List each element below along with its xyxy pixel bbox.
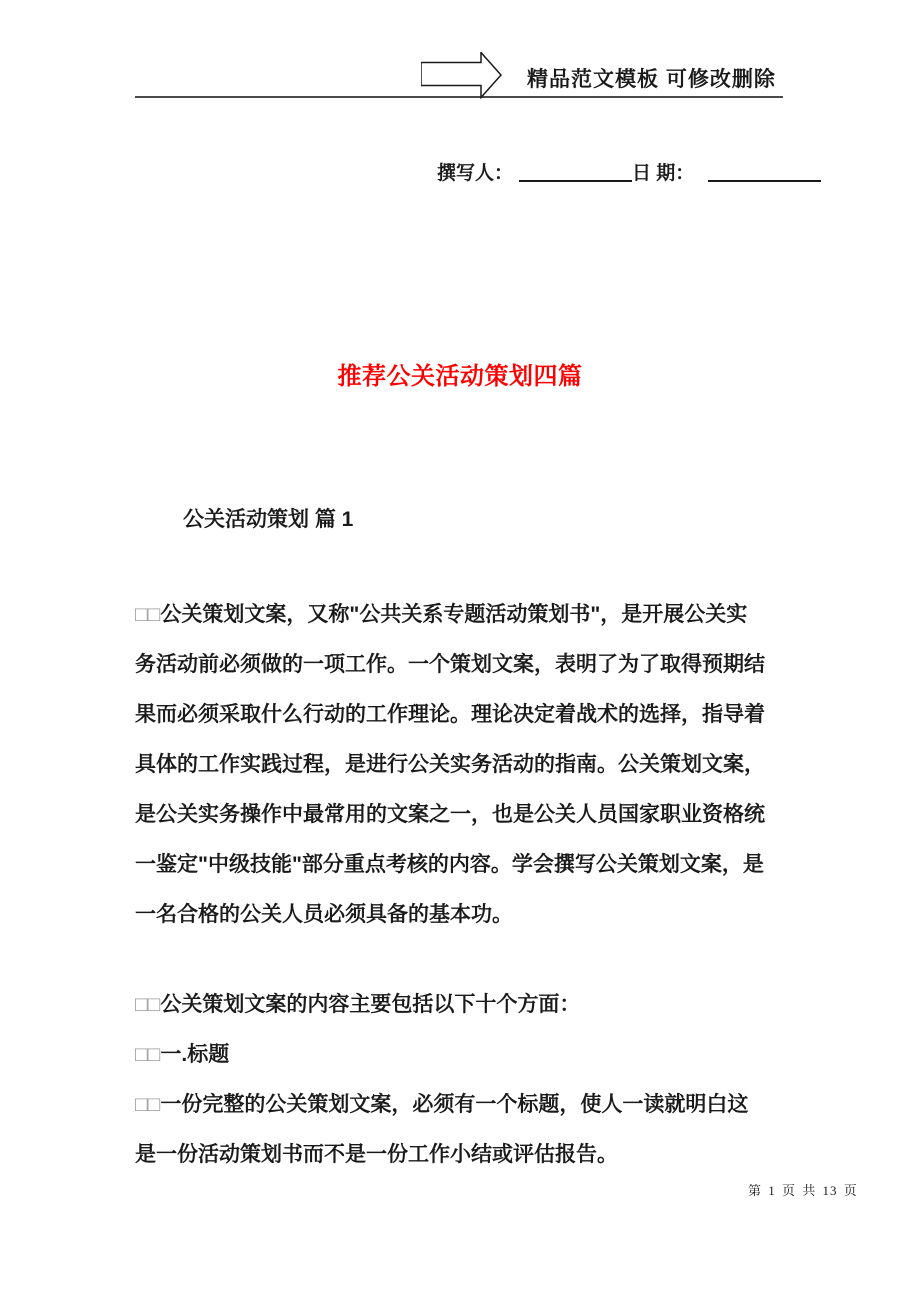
indent-placeholder-boxes: □□ <box>135 1093 161 1116</box>
date-label: 日 期： <box>632 163 695 184</box>
indent-placeholder-boxes: □□ <box>135 603 161 626</box>
paragraph <box>135 1080 815 1180</box>
document-body <box>135 590 815 1180</box>
text-line: □□一.标题 <box>135 1043 230 1066</box>
date-blank-line <box>708 166 821 182</box>
text-line: □□公关策划文案的内容主要包括以下十个方面： <box>135 993 581 1016</box>
paragraph <box>135 1030 815 1080</box>
indent-placeholder-boxes: □□ <box>135 993 161 1016</box>
section-heading: 公关活动策划 篇 1 <box>183 508 354 531</box>
text-line: 是一份活动策划书而不是一份工作小结或评估报告。 <box>135 1143 618 1166</box>
byline <box>437 158 821 185</box>
text-line: 是公关实务操作中最常用的文案之一，也是公关人员国家职业资格统 <box>135 803 765 826</box>
right-arrow-icon <box>421 52 502 99</box>
text-line: 务活动前必须做的一项工作。一个策划文案，表明了为了取得预期结 <box>135 653 765 676</box>
text-line: 果而必须采取什么行动的工作理论。理论决定着战术的选择，指导着 <box>135 703 765 726</box>
page-footer: 第 1 页 共 13 页 <box>748 1183 858 1198</box>
author-label: 撰写人： <box>437 163 514 184</box>
author-blank-line <box>519 166 632 182</box>
text-line: 一名合格的公关人员必须具备的基本功。 <box>135 903 513 926</box>
text-line: □□一份完整的公关策划文案，必须有一个标题，使人一读就明白这 <box>135 1093 749 1116</box>
text-line: □□公关策划文案，又称"公共关系专题活动策划书"，是开展公关实 <box>135 603 748 626</box>
text-line: 一鉴定"中级技能"部分重点考核的内容。学会撰写公关策划文案，是 <box>135 853 764 876</box>
document-title: 推荐公关活动策划四篇 <box>337 363 583 390</box>
paragraph <box>135 590 815 940</box>
indent-placeholder-boxes: □□ <box>135 1043 161 1066</box>
paragraph <box>135 980 815 1030</box>
header-watermark-text: 精品范文模板 可修改删除 <box>527 68 776 91</box>
text-line: 具体的工作实践过程，是进行公关实务活动的指南。公关策划文案， <box>135 753 765 776</box>
